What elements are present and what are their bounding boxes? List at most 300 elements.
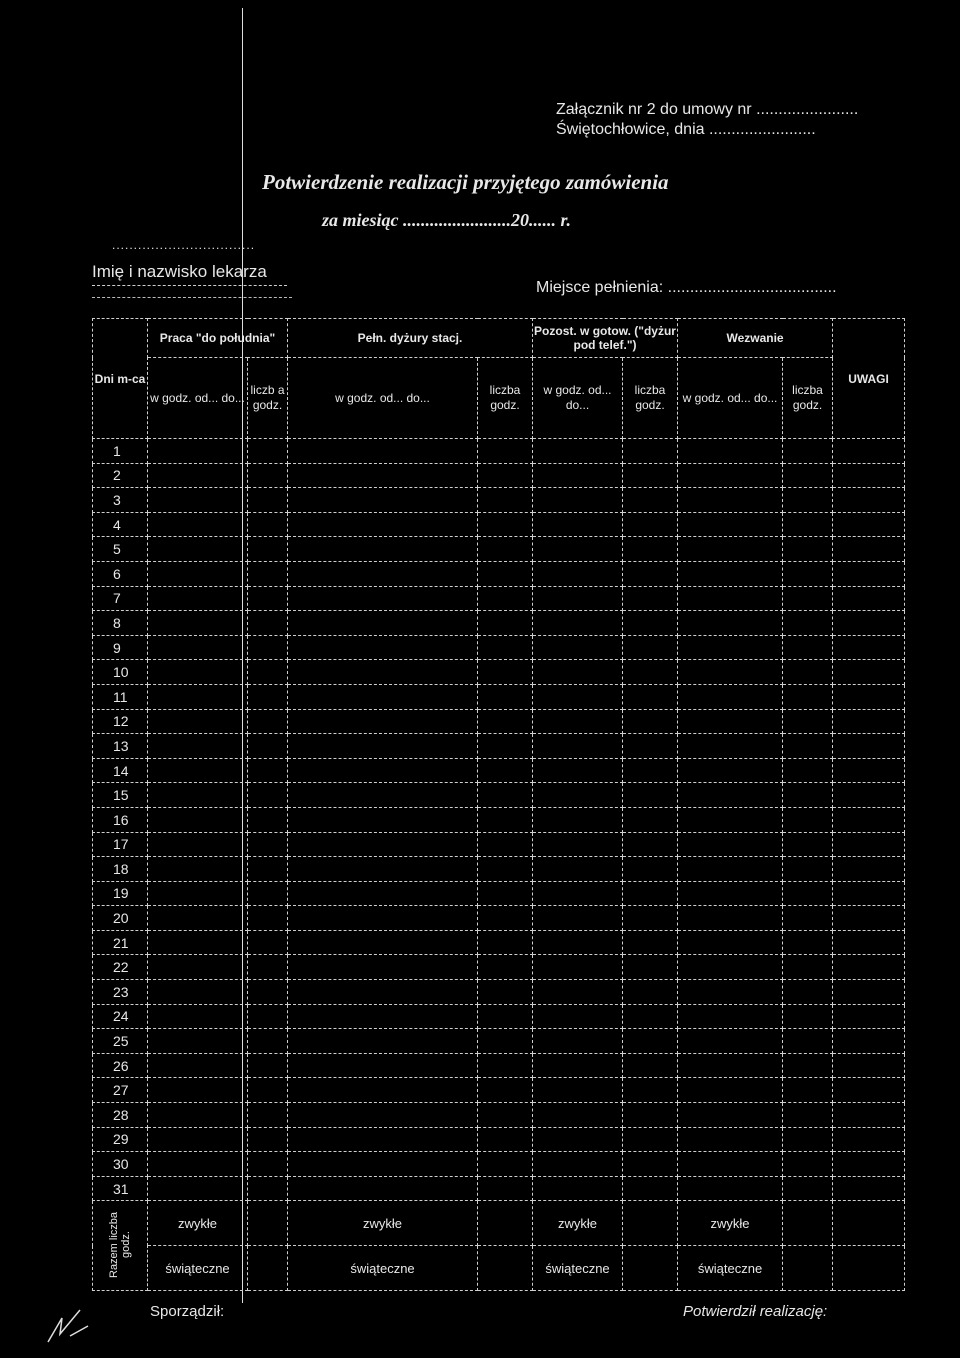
praca-hours-cell[interactable] [248,660,288,685]
remarks-cell[interactable] [833,709,905,734]
dyzury-time-cell[interactable] [288,709,478,734]
praca-time-cell[interactable] [148,930,248,955]
wezwanie-time-cell[interactable] [678,832,783,857]
dyzury-hours-cell[interactable] [478,734,533,759]
wezwanie-hours-cell[interactable] [783,807,833,832]
gotowosc-time-cell[interactable] [533,1004,623,1029]
praca-time-cell[interactable] [148,463,248,488]
gotowosc-hours-cell[interactable] [623,1176,678,1201]
remarks-cell[interactable] [833,463,905,488]
gotowosc-hours-cell[interactable] [623,1127,678,1152]
remarks-cell[interactable] [833,1127,905,1152]
praca-hours-cell[interactable] [248,709,288,734]
wezwanie-hours-cell[interactable] [783,906,833,931]
gotowosc-hours-cell[interactable] [623,1103,678,1128]
gotowosc-hours-cell[interactable] [623,1078,678,1103]
wezwanie-hours-cell[interactable] [783,512,833,537]
gotowosc-hours-cell[interactable] [623,930,678,955]
praca-hours-cell[interactable] [248,783,288,808]
dyzury-hours-cell[interactable] [478,783,533,808]
wezwanie-hours-cell[interactable] [783,758,833,783]
remarks-cell[interactable] [833,684,905,709]
praca-time-cell[interactable] [148,906,248,931]
remarks-cell[interactable] [833,1004,905,1029]
remarks-cell[interactable] [833,660,905,685]
wezwanie-time-cell[interactable] [678,1053,783,1078]
day-number: 19 [93,881,148,906]
dyzury-time-cell[interactable] [288,758,478,783]
dyzury-hours-cell[interactable] [478,1152,533,1177]
praca-hours-cell[interactable] [248,1029,288,1054]
wezwanie-time-cell[interactable] [678,1176,783,1201]
praca-hours-cell[interactable] [248,1127,288,1152]
wezwanie-time-cell[interactable] [678,586,783,611]
praca-time-cell[interactable] [148,832,248,857]
dyzury-time-cell[interactable] [288,1029,478,1054]
remarks-cell[interactable] [833,955,905,980]
praca-time-cell[interactable] [148,561,248,586]
gotowosc-time-cell[interactable] [533,1176,623,1201]
wezwanie-hours-cell[interactable] [783,980,833,1005]
praca-hours-cell[interactable] [248,1103,288,1128]
dyzury-hours-cell[interactable] [478,807,533,832]
dyzury-hours-cell[interactable] [478,1029,533,1054]
praca-hours-cell[interactable] [248,906,288,931]
praca-time-cell[interactable] [148,1152,248,1177]
dyzury-hours-cell[interactable] [478,684,533,709]
praca-time-cell[interactable] [148,1078,248,1103]
remarks-cell[interactable] [833,537,905,562]
gotowosc-time-cell[interactable] [533,832,623,857]
praca-hours-cell[interactable] [248,930,288,955]
praca-time-cell[interactable] [148,980,248,1005]
dyzury-time-cell[interactable] [288,512,478,537]
gotowosc-hours-cell[interactable] [623,758,678,783]
praca-time-cell[interactable] [148,660,248,685]
wezwanie-hours-cell[interactable] [783,635,833,660]
praca-time-cell[interactable] [148,758,248,783]
wezwanie-hours-cell[interactable] [783,611,833,636]
remarks-cell[interactable] [833,930,905,955]
wezwanie-hours-cell[interactable] [783,586,833,611]
wezwanie-hours-cell[interactable] [783,930,833,955]
dyzury-hours-cell[interactable] [478,930,533,955]
wezwanie-hours-cell[interactable] [783,881,833,906]
gotowosc-time-cell[interactable] [533,1029,623,1054]
remarks-cell[interactable] [833,586,905,611]
day-number: 27 [93,1078,148,1103]
dyzury-hours-cell[interactable] [478,1127,533,1152]
praca-time-cell[interactable] [148,1176,248,1201]
gotowosc-time-cell[interactable] [533,857,623,882]
dyzury-time-cell[interactable] [288,488,478,513]
remarks-cell[interactable] [833,906,905,931]
wezwanie-time-cell[interactable] [678,980,783,1005]
gotowosc-time-cell[interactable] [533,684,623,709]
wezwanie-hours-cell[interactable] [783,832,833,857]
remarks-cell[interactable] [833,512,905,537]
wezwanie-time-cell[interactable] [678,1004,783,1029]
gotowosc-time-cell[interactable] [533,709,623,734]
gotowosc-time-cell[interactable] [533,1053,623,1078]
table-row [93,1127,905,1152]
wezwanie-time-cell[interactable] [678,439,783,464]
praca-time-cell[interactable] [148,1103,248,1128]
gotowosc-hours-cell[interactable] [623,439,678,464]
dyzury-hours-cell[interactable] [478,561,533,586]
dyzury-time-cell[interactable] [288,1103,478,1128]
praca-time-cell[interactable] [148,635,248,660]
wezwanie-holiday-value[interactable] [783,1246,833,1291]
gotowosc-time-cell[interactable] [533,1152,623,1177]
praca-hours-cell[interactable] [248,439,288,464]
dyzury-hours-cell[interactable] [478,857,533,882]
praca-time-cell[interactable] [148,807,248,832]
dyzury-time-cell[interactable] [288,660,478,685]
wezwanie-time-cell[interactable] [678,709,783,734]
dyzury-time-cell[interactable] [288,537,478,562]
praca-hours-cell[interactable] [248,1053,288,1078]
praca-time-cell[interactable] [148,1127,248,1152]
praca-hours-cell[interactable] [248,586,288,611]
gotowosc-hours-cell[interactable] [623,660,678,685]
remarks-cell[interactable] [833,635,905,660]
remarks-cell[interactable] [833,832,905,857]
wezwanie-time-cell[interactable] [678,684,783,709]
dyzury-hours-cell[interactable] [478,1103,533,1128]
remarks-normal-value[interactable] [833,1201,905,1246]
remarks-cell[interactable] [833,857,905,882]
dyzury-hours-cell[interactable] [478,635,533,660]
dyzury-hours-cell[interactable] [478,512,533,537]
doctor-name-dots: ................................. [112,238,256,252]
wezwanie-time-cell[interactable] [678,881,783,906]
wezwanie-time-cell[interactable] [678,1152,783,1177]
praca-hours-cell[interactable] [248,463,288,488]
gotowosc-time-cell[interactable] [533,537,623,562]
dyzury-hours-cell[interactable] [478,881,533,906]
wezwanie-hours-cell[interactable] [783,1004,833,1029]
dyzury-hours-cell[interactable] [478,1176,533,1201]
praca-hours-cell[interactable] [248,488,288,513]
gotowosc-hours-cell[interactable] [623,906,678,931]
wezwanie-time-cell[interactable] [678,857,783,882]
dyzury-time-cell[interactable] [288,561,478,586]
gotowosc-time-cell[interactable] [533,439,623,464]
wezwanie-time-cell[interactable] [678,807,783,832]
gotowosc-hours-cell[interactable] [623,857,678,882]
wezwanie-time-cell[interactable] [678,488,783,513]
gotowosc-time-cell[interactable] [533,881,623,906]
gotowosc-time-cell[interactable] [533,783,623,808]
gotowosc-time-cell[interactable] [533,758,623,783]
gotowosc-time-cell[interactable] [533,611,623,636]
gotowosc-holiday-value[interactable] [623,1246,678,1291]
praca-time-cell[interactable] [148,512,248,537]
dyzury-hours-cell[interactable] [478,586,533,611]
praca-time-cell[interactable] [148,684,248,709]
wezwanie-hours-cell[interactable] [783,734,833,759]
gotowosc-hours-cell[interactable] [623,832,678,857]
dyzury-hours-cell[interactable] [478,1053,533,1078]
gotowosc-time-cell[interactable] [533,980,623,1005]
gotowosc-hours-cell[interactable] [623,537,678,562]
wezwanie-hours-cell[interactable] [783,1029,833,1054]
wezwanie-time-cell[interactable] [678,955,783,980]
dyzury-hours-cell[interactable] [478,537,533,562]
praca-hours-cell[interactable] [248,807,288,832]
dyzury-hours-cell[interactable] [478,463,533,488]
praca-hours-cell[interactable] [248,832,288,857]
dyzury-time-cell[interactable] [288,783,478,808]
praca-hours-cell[interactable] [248,635,288,660]
remarks-cell[interactable] [833,1176,905,1201]
gotowosc-hours-cell[interactable] [623,561,678,586]
gotowosc-hours-cell[interactable] [623,980,678,1005]
day-number: 21 [93,930,148,955]
praca-hours-cell[interactable] [248,611,288,636]
dyzury-time-cell[interactable] [288,439,478,464]
praca-time-cell[interactable] [148,1004,248,1029]
remarks-cell[interactable] [833,1103,905,1128]
dyzury-time-cell[interactable] [288,881,478,906]
dyzury-hours-cell[interactable] [478,709,533,734]
dyzury-hours-cell[interactable] [478,906,533,931]
wezwanie-hours-cell[interactable] [783,439,833,464]
gotowosc-hours-cell[interactable] [623,1152,678,1177]
dyzury-time-cell[interactable] [288,930,478,955]
wezwanie-hours-cell[interactable] [783,463,833,488]
gotowosc-hours-cell[interactable] [623,684,678,709]
wezwanie-hours-cell[interactable] [783,561,833,586]
dyzury-hours-cell[interactable] [478,611,533,636]
praca-time-cell[interactable] [148,439,248,464]
dyzury-time-cell[interactable] [288,684,478,709]
attachment-line: Załącznik nr 2 do umowy nr ....................... [556,101,859,118]
wezwanie-time-cell[interactable] [678,611,783,636]
wezwanie-time-cell[interactable] [678,1029,783,1054]
dyzury-hours-cell[interactable] [478,488,533,513]
remarks-cell[interactable] [833,783,905,808]
gotowosc-hours-cell[interactable] [623,1053,678,1078]
gotowosc-time-cell[interactable] [533,906,623,931]
gotowosc-hours-cell[interactable] [623,709,678,734]
wezwanie-time-cell[interactable] [678,906,783,931]
praca-time-cell[interactable] [148,1053,248,1078]
dyzury-time-cell[interactable] [288,734,478,759]
wezwanie-time-cell[interactable] [678,758,783,783]
praca-hours-cell[interactable] [248,561,288,586]
praca-hours-cell[interactable] [248,857,288,882]
wezwanie-time-cell[interactable] [678,660,783,685]
gotowosc-hours-cell[interactable] [623,881,678,906]
wezwanie-hours-cell[interactable] [783,1103,833,1128]
remarks-holiday-value[interactable] [833,1246,905,1291]
dyzury-hours-cell[interactable] [478,1004,533,1029]
day-number: 23 [93,980,148,1005]
wezwanie-time-cell[interactable] [678,537,783,562]
gotowosc-time-cell[interactable] [533,586,623,611]
gotowosc-hours-cell[interactable] [623,463,678,488]
praca-time-cell[interactable] [148,586,248,611]
wezwanie-hours-cell[interactable] [783,1176,833,1201]
gotowosc-hours-cell[interactable] [623,783,678,808]
wezwanie-time-cell[interactable] [678,512,783,537]
wezwanie-time-cell[interactable] [678,1103,783,1128]
gotowosc-hours-cell[interactable] [623,586,678,611]
wezwanie-hours-cell[interactable] [783,1152,833,1177]
dyzury-holiday-value[interactable] [478,1246,533,1291]
dyzury-time-cell[interactable] [288,586,478,611]
gotowosc-hours-cell[interactable] [623,734,678,759]
remarks-cell[interactable] [833,1152,905,1177]
wezwanie-hours-cell[interactable] [783,783,833,808]
dyzury-hours-cell[interactable] [478,439,533,464]
gotowosc-hours-cell[interactable] [623,635,678,660]
gotowosc-time-cell[interactable] [533,807,623,832]
gotowosc-time-cell[interactable] [533,561,623,586]
praca-hours-cell[interactable] [248,980,288,1005]
praca-time-cell[interactable] [148,857,248,882]
wezwanie-hours-cell[interactable] [783,1127,833,1152]
gotowosc-hours-cell[interactable] [623,955,678,980]
dyzury-time-cell[interactable] [288,463,478,488]
praca-hours-cell[interactable] [248,1176,288,1201]
wezwanie-hours-cell[interactable] [783,955,833,980]
gotowosc-time-cell[interactable] [533,635,623,660]
wezwanie-hours-cell[interactable] [783,660,833,685]
praca-time-cell[interactable] [148,1029,248,1054]
dyzury-time-cell[interactable] [288,857,478,882]
gotowosc-time-cell[interactable] [533,1127,623,1152]
wezwanie-time-cell[interactable] [678,1078,783,1103]
praca-hours-cell[interactable] [248,1004,288,1029]
gotowosc-time-cell[interactable] [533,930,623,955]
remarks-cell[interactable] [833,561,905,586]
wezwanie-time-cell[interactable] [678,783,783,808]
gotowosc-hours-cell[interactable] [623,512,678,537]
dyzury-normal-value[interactable] [478,1201,533,1246]
praca-hours-cell[interactable] [248,537,288,562]
praca-hours-header: liczb a godz. [248,358,288,439]
gotowosc-hours-cell[interactable] [623,488,678,513]
praca-holiday-value[interactable] [248,1246,288,1291]
praca-hours-cell[interactable] [248,734,288,759]
praca-hours-cell[interactable] [248,1078,288,1103]
gotowosc-time-cell[interactable] [533,463,623,488]
gotowosc-normal-value[interactable] [623,1201,678,1246]
wezwanie-normal-value[interactable] [783,1201,833,1246]
wezwanie-hours-cell[interactable] [783,537,833,562]
table-row [93,463,905,488]
dyzury-time-cell[interactable] [288,1004,478,1029]
wezwanie-hours-cell[interactable] [783,709,833,734]
gotowosc-hours-cell[interactable] [623,1004,678,1029]
gotowosc-time-cell[interactable] [533,488,623,513]
dyzury-time-cell[interactable] [288,1078,478,1103]
dyzury-hours-cell[interactable] [478,832,533,857]
remarks-cell[interactable] [833,758,905,783]
wezwanie-hours-cell[interactable] [783,1078,833,1103]
praca-time-cell[interactable] [148,881,248,906]
gotowosc-time-cell[interactable] [533,512,623,537]
dyzury-time-cell[interactable] [288,611,478,636]
dyzury-hours-cell[interactable] [478,660,533,685]
wezwanie-hours-cell[interactable] [783,857,833,882]
gotowosc-time-cell[interactable] [533,734,623,759]
remarks-cell[interactable] [833,807,905,832]
wezwanie-time-cell[interactable] [678,930,783,955]
dyzury-time-cell[interactable] [288,1176,478,1201]
dyzury-hours-cell[interactable] [478,1078,533,1103]
praca-hours-cell[interactable] [248,684,288,709]
remarks-cell[interactable] [833,1053,905,1078]
remarks-cell[interactable] [833,611,905,636]
remarks-cell[interactable] [833,881,905,906]
remarks-cell[interactable] [833,1078,905,1103]
praca-normal-value[interactable] [248,1201,288,1246]
dyzury-time-cell[interactable] [288,955,478,980]
wezwanie-hours-cell[interactable] [783,684,833,709]
dyzury-time-cell[interactable] [288,832,478,857]
praca-hours-cell[interactable] [248,1152,288,1177]
praca-time-cell[interactable] [148,611,248,636]
wezwanie-hours-cell[interactable] [783,488,833,513]
remarks-cell[interactable] [833,734,905,759]
remarks-cell[interactable] [833,980,905,1005]
praca-hours-cell[interactable] [248,512,288,537]
wezwanie-time-cell[interactable] [678,734,783,759]
remarks-cell[interactable] [833,439,905,464]
praca-hours-cell[interactable] [248,955,288,980]
gotowosc-hours-cell[interactable] [623,807,678,832]
dyzury-time-cell[interactable] [288,635,478,660]
wezwanie-time-cell[interactable] [678,561,783,586]
table-row [93,488,905,513]
praca-hours-cell[interactable] [248,881,288,906]
wezwanie-time-cell[interactable] [678,1127,783,1152]
remarks-cell[interactable] [833,488,905,513]
praca-time-cell[interactable] [148,537,248,562]
praca-time-cell[interactable] [148,709,248,734]
wezwanie-hours-cell[interactable] [783,1053,833,1078]
gotowosc-time-cell[interactable] [533,1078,623,1103]
dyzury-time-cell[interactable] [288,906,478,931]
dyzury-hours-cell[interactable] [478,955,533,980]
wezwanie-time-cell[interactable] [678,463,783,488]
gotowosc-time-cell[interactable] [533,660,623,685]
praca-time-cell[interactable] [148,783,248,808]
praca-time-cell[interactable] [148,734,248,759]
gotowosc-time-cell[interactable] [533,1103,623,1128]
dyzury-time-cell[interactable] [288,1152,478,1177]
dyzury-time-cell[interactable] [288,980,478,1005]
dyzury-time-cell[interactable] [288,1127,478,1152]
wezwanie-time-cell[interactable] [678,635,783,660]
praca-time-cell[interactable] [148,488,248,513]
praca-time-cell[interactable] [148,955,248,980]
dyzury-hours-cell[interactable] [478,980,533,1005]
gotowosc-time-cell[interactable] [533,955,623,980]
dyzury-hours-cell[interactable] [478,758,533,783]
praca-hours-cell[interactable] [248,758,288,783]
dyzury-time-cell[interactable] [288,1053,478,1078]
remarks-cell[interactable] [833,1029,905,1054]
dyzury-time-cell[interactable] [288,807,478,832]
gotowosc-hours-cell[interactable] [623,1029,678,1054]
table-row [93,980,905,1005]
gotowosc-hours-cell[interactable] [623,611,678,636]
